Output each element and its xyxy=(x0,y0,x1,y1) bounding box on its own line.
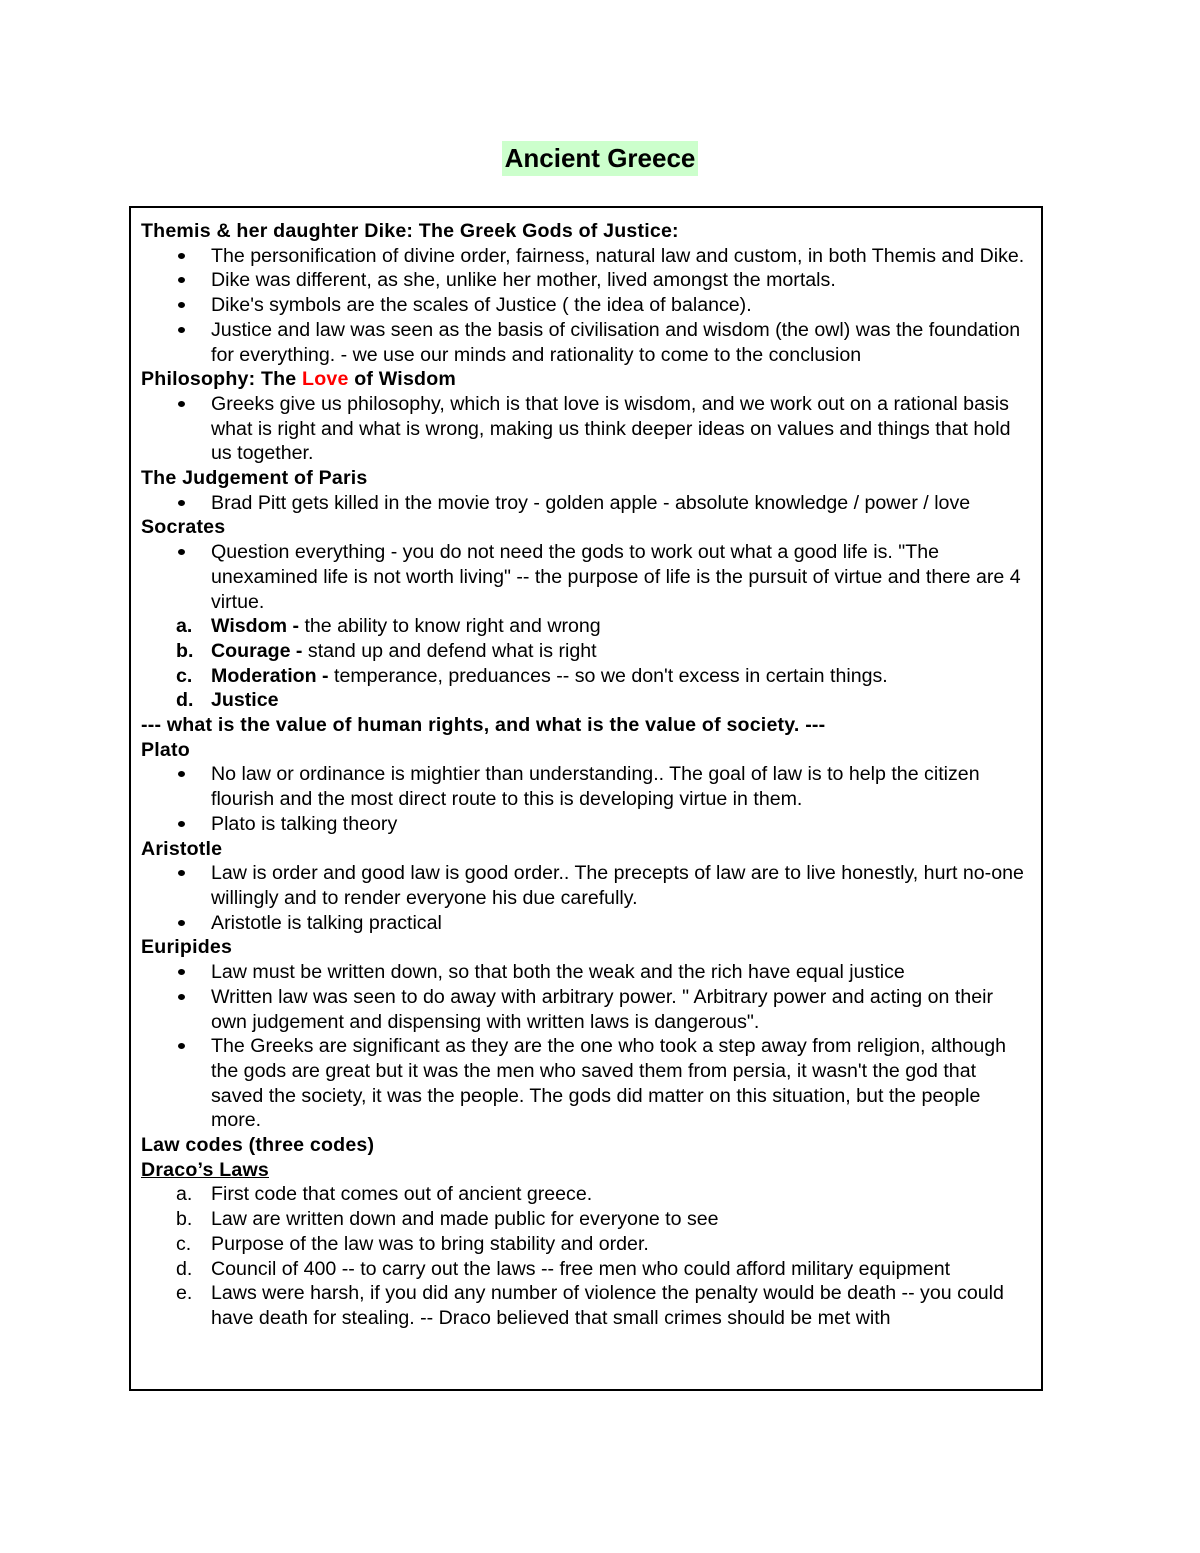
list-item: Dike was different, as she, unlike her mother, lived amongst the mortals. xyxy=(141,268,1031,293)
euripides-list xyxy=(141,960,1031,1133)
virtue-item xyxy=(141,639,1031,664)
heading-philosophy xyxy=(141,367,1031,392)
list-item-text: First code that comes out of ancient greece. xyxy=(211,1183,593,1206)
heading-philosophy-pre: Philosophy: The xyxy=(141,368,303,391)
heading-paris: The Judgement of Paris xyxy=(141,467,368,490)
list-item-text: Purpose of the law was to bring stability and order. xyxy=(211,1232,649,1255)
list-marker: e. xyxy=(176,1282,193,1305)
list-item: Aristotle is talking practical xyxy=(141,911,1031,936)
philosophy-list xyxy=(141,392,1031,466)
virtue-label: Wisdom - xyxy=(211,615,299,638)
draco-list xyxy=(141,1182,1031,1330)
heading-philosophy-love: Love xyxy=(302,368,349,391)
list-item xyxy=(141,1281,1031,1330)
virtue-label: Moderation - xyxy=(211,664,329,687)
list-item-text: Laws were harsh, if you did any number of violence the penalty would be death -- you could have death for stealing. -- Draco believed that small crimes should be met with xyxy=(211,1282,1004,1329)
list-item: Law is order and good law is good order.. The precepts of law are to live honestly, hurt no-one willingly and to render everyone his due carefully. xyxy=(141,861,1031,910)
title-wrapper xyxy=(0,141,1200,176)
list-marker: d. xyxy=(176,689,194,712)
heading-aristotle: Aristotle xyxy=(141,837,223,860)
heading-themis: Themis & her daughter Dike: The Greek Gods of Justice: xyxy=(141,220,679,242)
virtue-item xyxy=(141,688,1031,713)
list-marker: a. xyxy=(176,615,193,638)
socrates-list xyxy=(141,540,1031,614)
list-item-text: Council of 400 -- to carry out the laws -- free men who could afford military equipment xyxy=(211,1257,951,1280)
heading-dracos-laws: Draco’s Laws xyxy=(141,1158,269,1181)
list-item: Justice and law was seen as the basis of civilisation and wisdom (the owl) was the foundation for everything. - we use our minds and rationality to come to the conclusion xyxy=(141,318,1031,367)
list-item xyxy=(141,1257,1031,1282)
list-marker: d. xyxy=(176,1257,193,1280)
virtue-text: the ability to know right and wrong xyxy=(299,615,601,638)
list-marker: c. xyxy=(176,664,193,687)
heading-socrates: Socrates xyxy=(141,516,226,539)
list-item xyxy=(141,1182,1031,1207)
list-item: Dike's symbols are the scales of Justice ( the idea of balance). xyxy=(141,293,1031,318)
list-marker: c. xyxy=(176,1232,192,1255)
list-item: Question everything - you do not need the gods to work out what a good life is. "The unexamined life is not worth living" -- the purpose of life is the pursuit of virtue and there are 4 virtue. xyxy=(141,540,1031,614)
virtue-text: stand up and defend what is right xyxy=(302,639,597,662)
list-item: Written law was seen to do away with arbitrary power. " Arbitrary power and acting on their own judgement and dispensing with written laws is dangerous". xyxy=(141,985,1031,1034)
list-item: The personification of divine order, fairness, natural law and custom, in both Themis and Dike. xyxy=(141,244,1031,269)
heading-law-codes: Law codes (three codes) xyxy=(141,1134,375,1157)
list-marker: a. xyxy=(176,1183,193,1206)
virtue-label: Courage - xyxy=(211,639,303,662)
plato-list xyxy=(141,762,1031,836)
list-item: Law must be written down, so that both the weak and the rich have equal justice xyxy=(141,960,1031,985)
list-item: Greeks give us philosophy, which is that love is wisdom, and we work out on a rational basis what is right and what is wrong, making us think deeper ideas on values and things that hold us together. xyxy=(141,392,1031,466)
themis-list xyxy=(141,244,1031,368)
virtue-text: temperance, preduances -- so we don't excess in certain things. xyxy=(328,664,888,687)
paris-list xyxy=(141,491,1031,516)
page-title: Ancient Greece xyxy=(502,141,699,176)
list-item xyxy=(141,1232,1031,1257)
value-question-line: --- what is the value of human rights, and what is the value of society. --- xyxy=(141,714,826,737)
virtue-item xyxy=(141,664,1031,689)
list-marker: b. xyxy=(176,1208,193,1231)
heading-euripides: Euripides xyxy=(141,936,233,959)
list-item: Plato is talking theory xyxy=(141,812,1031,837)
list-item: The Greeks are significant as they are the one who took a step away from religion, although the gods are great but it was the men who saved them from persia, it wasn't the god that saved the society, it was the people. The gods did matter on this situation, but the people more. xyxy=(141,1034,1031,1133)
virtue-label: Justice xyxy=(211,689,279,712)
aristotle-list xyxy=(141,861,1031,935)
list-item: Brad Pitt gets killed in the movie troy - golden apple - absolute knowledge / power / love xyxy=(141,491,1031,516)
list-item xyxy=(141,1207,1031,1232)
list-item: No law or ordinance is mightier than understanding.. The goal of law is to help the citizen flourish and the most direct route to this is developing virtue in them. xyxy=(141,762,1031,811)
virtues-list xyxy=(141,614,1031,713)
list-marker: b. xyxy=(176,639,194,662)
notes-box xyxy=(129,206,1043,1391)
heading-philosophy-post: of Wisdom xyxy=(348,368,456,391)
heading-plato: Plato xyxy=(141,738,190,761)
list-item-text: Law are written down and made public for everyone to see xyxy=(211,1208,719,1231)
virtue-item xyxy=(141,614,1031,639)
